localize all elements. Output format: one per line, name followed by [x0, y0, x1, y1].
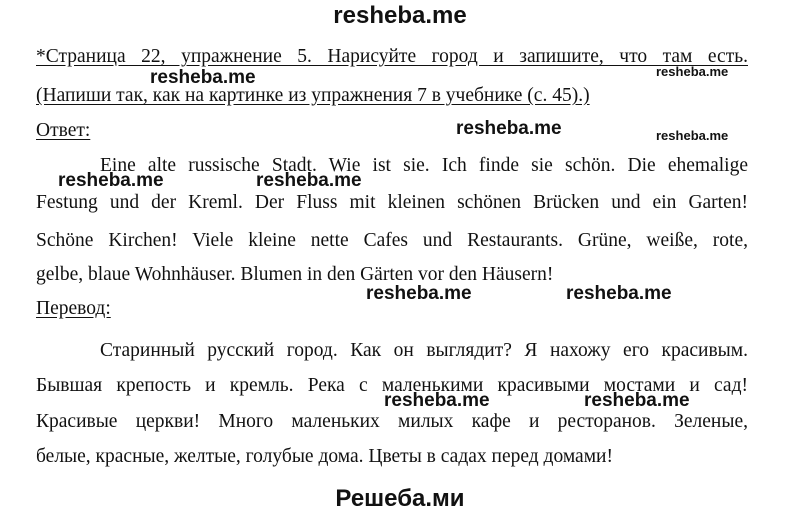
watermark: resheba.me: [456, 118, 562, 139]
task-line-1: *Страница 22, упражнение 5. Нарисуйте город и запишите, что там есть.: [36, 46, 748, 67]
watermark: resheba.me: [656, 64, 729, 79]
watermark: resheba.me: [584, 390, 690, 411]
answer-line-2: Festung und der Kreml. Der Fluss mit kleinen schönen Brücken und ein Garten!: [36, 192, 748, 213]
watermark: resheba.me: [384, 390, 490, 411]
answer-line-3: Schöne Kirchen! Viele kleine nette Cafes und Restaurants. Grüne, weiße, rote,: [36, 230, 748, 251]
answer-line-1: Eine alte russische Stadt. Wie ist sie. Ich finde sie schön. Die ehemalige: [100, 155, 748, 176]
watermark: resheba.me: [58, 170, 164, 191]
site-header-logo[interactable]: resheba.me: [333, 2, 467, 29]
translation-line-2: Бывшая крепость и кремль. Река с маленькими красивыми мостами и сад!: [36, 375, 748, 396]
translation-line-3: Красивые церкви! Много маленьких милых кафе и ресторанов. Зеленые,: [36, 411, 748, 432]
translation-line-4: белые, красные, желтые, голубые дома. Цветы в садах перед домами!: [36, 446, 613, 467]
answer-label: Ответ:: [36, 120, 91, 141]
translation-line-1: Старинный русский город. Как он выглядит? Я нахожу его красивым.: [100, 340, 748, 361]
watermark: resheba.me: [656, 128, 729, 143]
watermark: resheba.me: [150, 67, 256, 88]
answer-line-4: gelbe, blaue Wohnhäuser. Blumen in den Gärten vor den Häusern!: [36, 264, 554, 285]
task-line-2: (Напиши так, как на картинке из упражнения 7 в учебнике (с. 45).): [36, 85, 590, 106]
watermark: resheba.me: [566, 283, 672, 304]
translation-label: Перевод:: [36, 298, 111, 319]
footer-brand: Решеба.ми: [335, 485, 465, 512]
watermark: resheba.me: [256, 170, 362, 191]
watermark: resheba.me: [366, 283, 472, 304]
